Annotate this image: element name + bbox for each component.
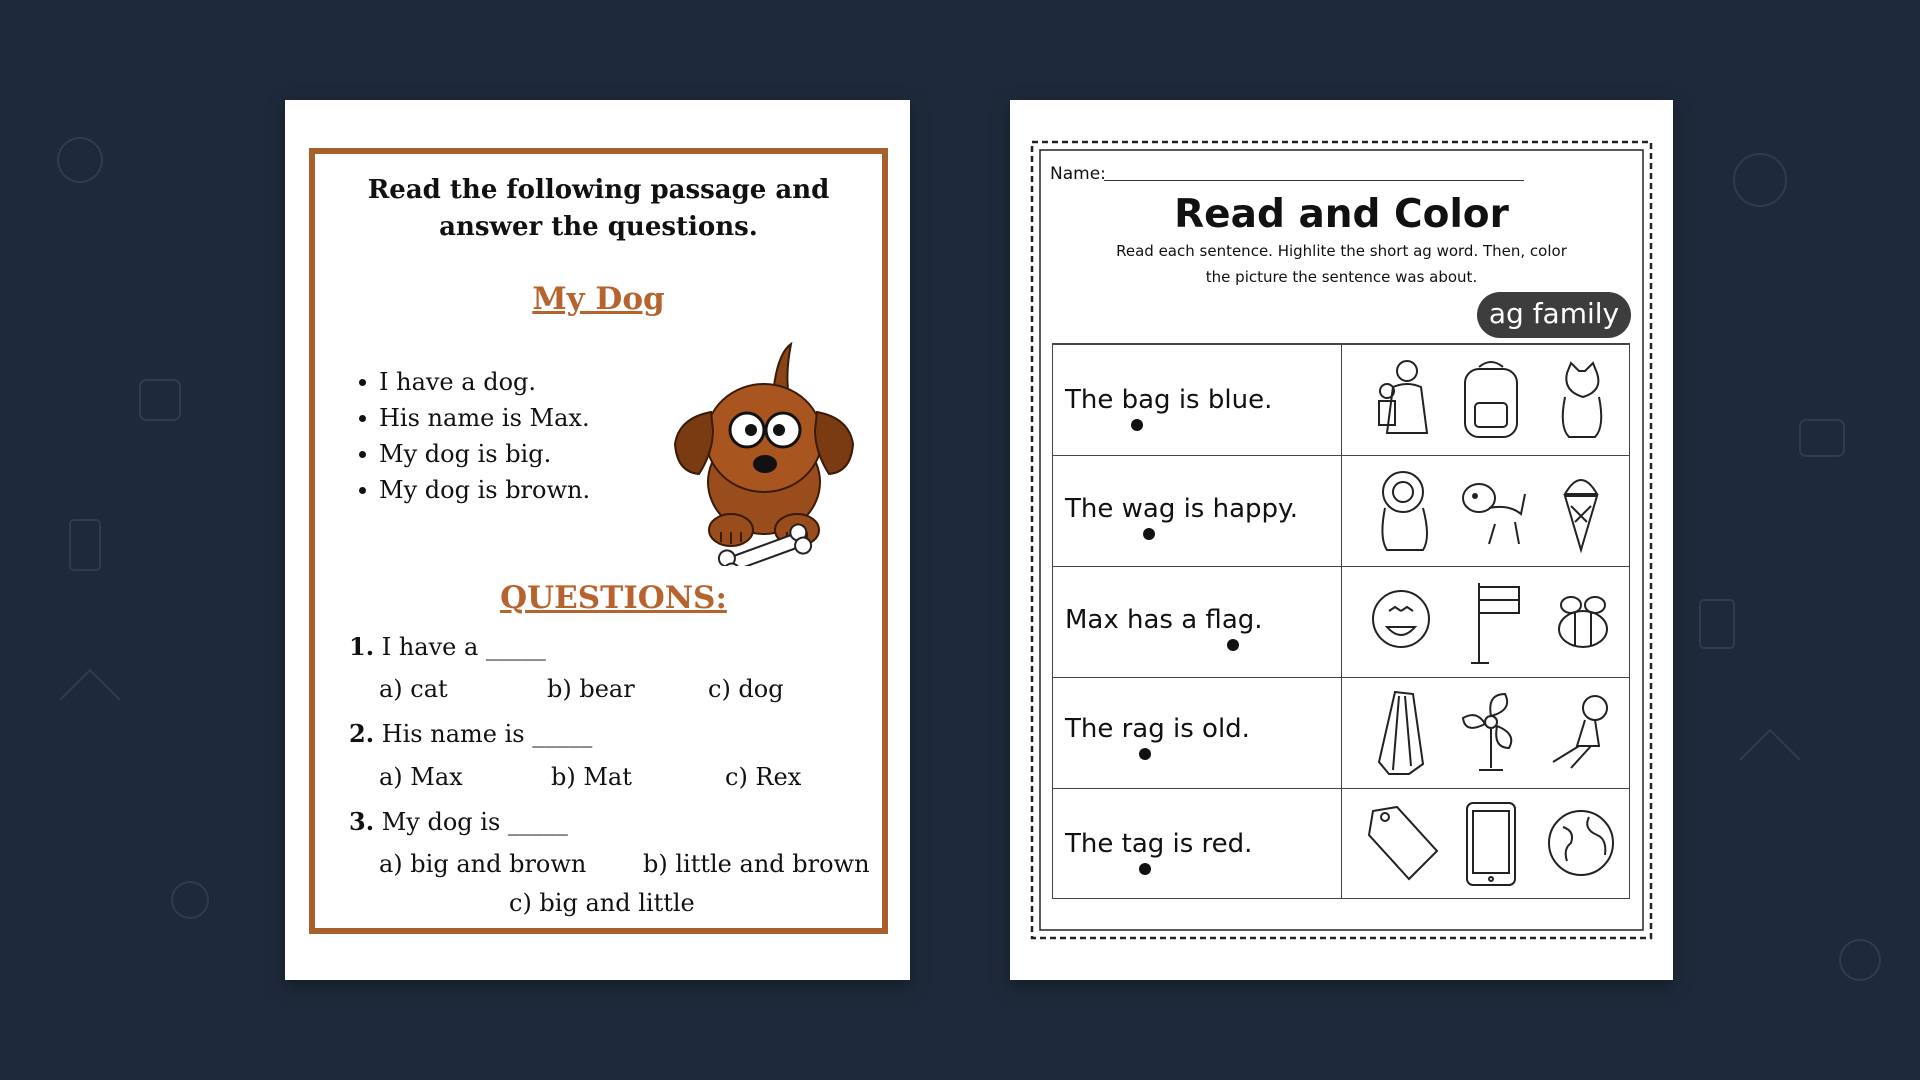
globe-icon[interactable]	[1539, 797, 1623, 891]
sentence-dot	[1139, 863, 1151, 875]
passage-list	[359, 364, 590, 508]
sentence-dot	[1143, 528, 1155, 540]
passage-line: My dog is big.	[359, 436, 590, 472]
sentence-dot	[1139, 748, 1151, 760]
picture-choices	[1345, 345, 1629, 456]
question-option: a) big and brown	[379, 850, 587, 878]
question-text: His name is _____	[381, 720, 593, 748]
dog-illustration	[669, 334, 859, 566]
question-number: 1.	[349, 632, 375, 661]
phone-icon[interactable]	[1449, 797, 1533, 891]
sentence-picture-table	[1052, 343, 1630, 899]
question-number: 3.	[349, 807, 375, 836]
question-option: b) Mat	[551, 763, 632, 791]
fan-icon[interactable]	[1449, 686, 1533, 780]
worksheet-instructions	[1110, 238, 1573, 290]
sentence: Max has a flag.	[1065, 605, 1263, 635]
question-text: I have a _____	[381, 633, 546, 661]
question-option: a) Max	[379, 763, 463, 791]
question-2	[349, 719, 592, 748]
rag-icon[interactable]	[1359, 686, 1443, 780]
table-row	[1053, 788, 1629, 899]
table-row	[1053, 677, 1629, 789]
table-row	[1053, 566, 1629, 678]
girl-icon[interactable]	[1539, 686, 1623, 780]
ice-cream-icon[interactable]	[1539, 464, 1623, 558]
passage-line: His name is Max.	[359, 400, 590, 436]
question-option: a) cat	[379, 675, 448, 703]
father-and-child-icon[interactable]	[1359, 353, 1443, 447]
instruction-line: Read each sentence. Highlite the short ag word. Then, color	[1116, 242, 1567, 260]
sentence: The tag is red.	[1065, 829, 1253, 859]
sentence: The rag is old.	[1065, 714, 1250, 744]
lion-icon[interactable]	[1359, 464, 1443, 558]
emoji-face-icon[interactable]	[1359, 575, 1443, 669]
question-text: My dog is _____	[381, 808, 568, 836]
passage-line: I have a dog.	[359, 364, 590, 400]
instruction-text: Read the following passage and answer the questions.	[367, 175, 830, 242]
happy-dog-icon[interactable]	[1449, 464, 1533, 558]
picture-choices	[1345, 789, 1629, 899]
instruction-line: the picture the sentence was about.	[1205, 268, 1478, 286]
table-row	[1053, 344, 1629, 456]
cat-icon[interactable]	[1539, 353, 1623, 447]
picture-choices	[1345, 456, 1629, 567]
backpack-icon[interactable]	[1449, 353, 1533, 447]
ag-family-badge: ag family	[1477, 292, 1631, 338]
picture-choices	[1345, 678, 1629, 789]
question-number: 2.	[349, 719, 375, 748]
questions-heading: QUESTIONS:	[500, 580, 727, 616]
tag-icon[interactable]	[1359, 797, 1443, 891]
bee-icon[interactable]	[1539, 575, 1623, 669]
question-1	[349, 632, 546, 661]
question-option: b) little and brown	[643, 850, 870, 878]
read-and-color-worksheet	[1010, 100, 1673, 980]
name-label: Name:	[1050, 164, 1106, 184]
question-3	[349, 807, 568, 836]
sentence-dot	[1227, 639, 1239, 651]
picture-choices	[1345, 567, 1629, 678]
reading-worksheet	[285, 100, 910, 980]
name-line[interactable]	[1104, 180, 1524, 181]
table-row	[1053, 455, 1629, 567]
worksheet-title: Read and Color	[1174, 192, 1509, 237]
question-option: c) big and little	[509, 889, 695, 917]
question-option: c) dog	[708, 675, 784, 703]
question-option: b) bear	[547, 675, 635, 703]
sentence: The wag is happy.	[1065, 494, 1298, 524]
passage-line: My dog is brown.	[359, 472, 590, 508]
question-option: c) Rex	[725, 763, 802, 791]
passage-title: My Dog	[532, 281, 665, 317]
flag-icon[interactable]	[1449, 575, 1533, 669]
worksheet-frame	[309, 148, 888, 934]
sentence: The bag is blue.	[1065, 385, 1273, 415]
sentence-dot	[1131, 419, 1143, 431]
